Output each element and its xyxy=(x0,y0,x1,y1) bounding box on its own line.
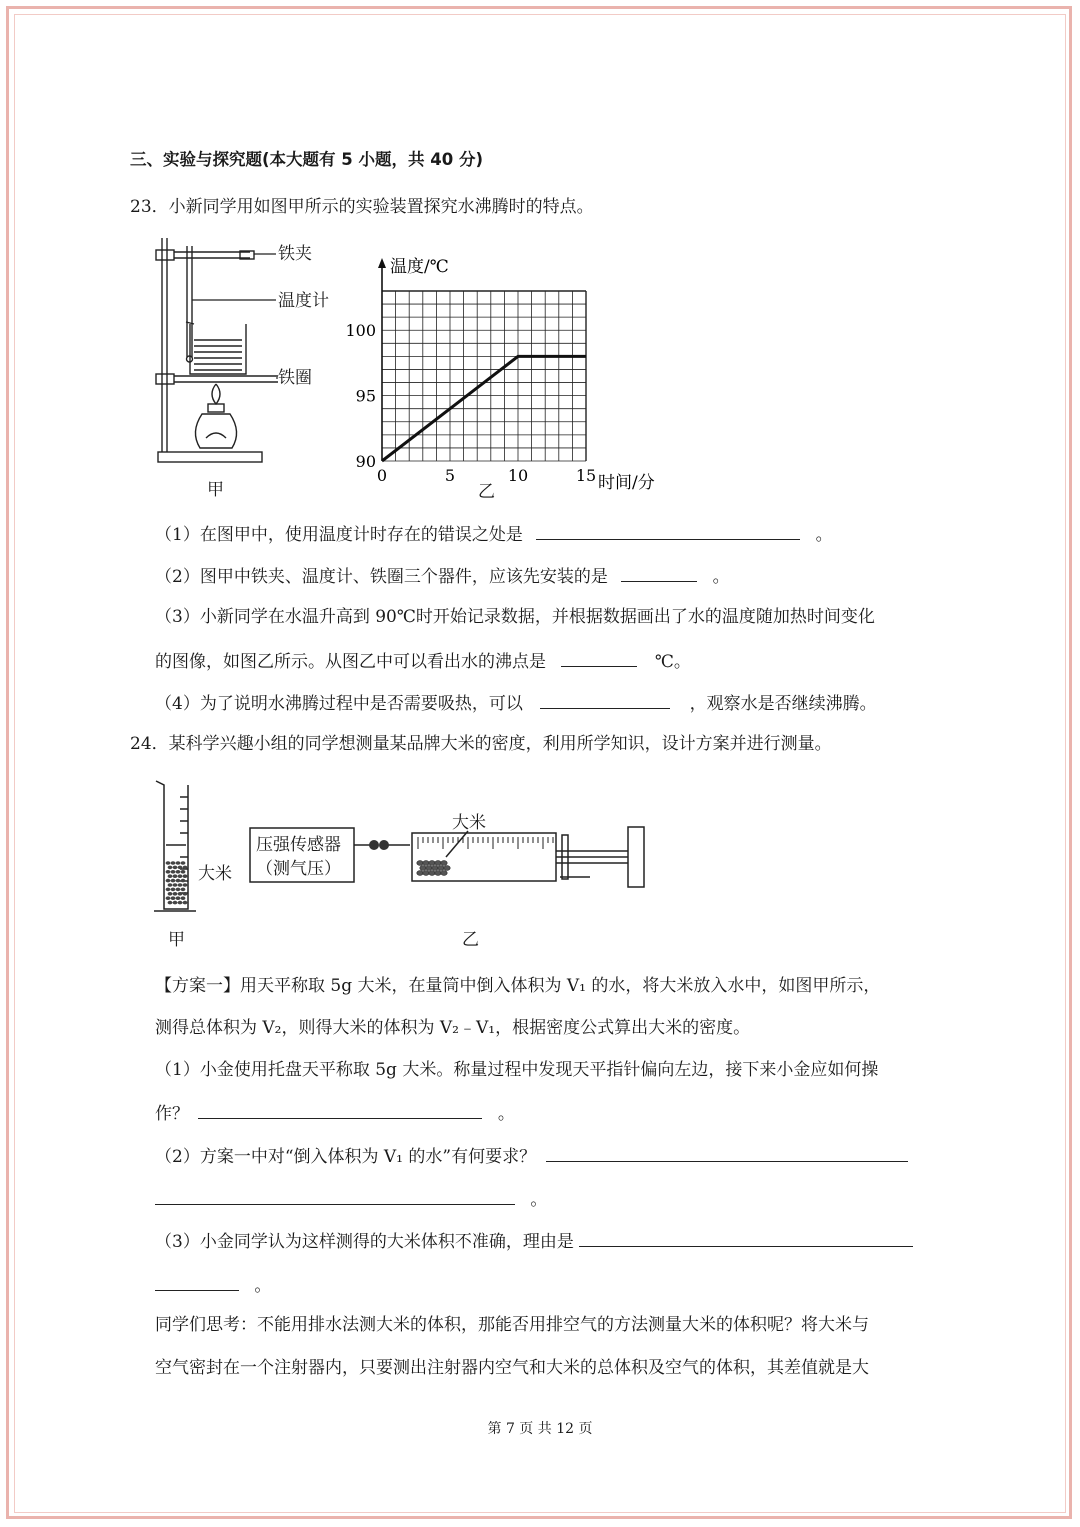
rice-grain xyxy=(171,879,176,883)
rice-grain xyxy=(178,866,183,870)
chart-ylabel: 温度/℃ xyxy=(390,257,449,277)
chart-temperature xyxy=(340,250,680,505)
q24-sub3-text: （3）小金同学认为这样测得的大米体积不准确，理由是 xyxy=(155,1232,574,1252)
rice-grain xyxy=(438,866,444,871)
answer-blank[interactable] xyxy=(155,1186,515,1205)
rice-grain xyxy=(429,871,435,876)
rice-grain xyxy=(181,888,186,892)
plan1-line2: 测得总体积为 V₂，则得大米的体积为 V₂﹣V₁，根据密度公式算出大米的密度。 xyxy=(155,1018,751,1038)
q23-sub4-text-a: （4）为了说明水沸腾过程中是否需要吸热，可以 xyxy=(155,694,523,714)
rice-grain xyxy=(166,861,171,865)
rice-grain xyxy=(426,866,432,871)
rice-grain xyxy=(441,871,447,876)
rice-grain xyxy=(171,870,176,874)
rice-grain xyxy=(173,892,178,896)
sensor-label-1: 压强传感器 xyxy=(256,835,341,855)
rice-grain xyxy=(420,866,426,871)
rice-grain xyxy=(183,883,188,887)
q24-stem: 24．某科学兴趣小组的同学想测量某品牌大米的密度，利用所学知识，设计方案并进行测量。 xyxy=(130,734,832,754)
answer-blank[interactable] xyxy=(198,1100,482,1119)
q24-sub1-end: 。 xyxy=(497,1104,515,1124)
rice-grain xyxy=(441,861,447,866)
rice-grain xyxy=(417,871,423,876)
rice-grain xyxy=(173,866,178,870)
chart-axes xyxy=(378,258,386,461)
q23-sub1-end: 。 xyxy=(815,525,833,545)
q24-sub3-line2 xyxy=(155,1272,271,1298)
rice-grain xyxy=(168,883,173,887)
rice-grain xyxy=(178,874,183,878)
think-line2: 空气密封在一个注射器内，只要测出注射器内空气和大米的总体积及空气的体积，其差值就是大 xyxy=(155,1358,869,1378)
x-tick-label: 15 xyxy=(575,466,597,485)
rice-grain xyxy=(183,892,188,896)
label-rice-yi: 大米 xyxy=(452,813,486,833)
page-footer: 第 7 页 共 12 页 xyxy=(487,1421,593,1437)
q23-sub3-text: 的图像，如图乙所示。从图乙中可以看出水的沸点是 xyxy=(155,652,546,672)
answer-blank[interactable] xyxy=(536,521,800,540)
q24-sub2-text: （2）方案一中对“倒入体积为 V₁ 的水”有何要求？ xyxy=(155,1147,537,1167)
rice-grain xyxy=(173,901,178,905)
y-tick-label: 90 xyxy=(355,452,376,471)
rice-grain xyxy=(168,901,173,905)
rice-grain xyxy=(178,883,183,887)
q24-sub1-line2 xyxy=(155,1100,515,1126)
q24-sub2-end: 。 xyxy=(530,1190,548,1210)
figure-jia-apparatus xyxy=(150,232,350,504)
q23-sub4 xyxy=(155,690,877,716)
q23-sub1-text: （1）在图甲中，使用温度计时存在的错误之处是 xyxy=(155,525,523,545)
rice-grain xyxy=(168,892,173,896)
label-tiejia: 铁夹 xyxy=(278,244,312,264)
answer-blank[interactable] xyxy=(546,1143,908,1162)
rice-grain xyxy=(166,879,171,883)
rice-grain xyxy=(178,901,183,905)
q24-sub2-line1 xyxy=(155,1143,908,1169)
rice-grain xyxy=(176,888,181,892)
rice-grain xyxy=(417,861,423,866)
caption-yi-23: 乙 xyxy=(478,482,495,502)
rice-grain xyxy=(176,870,181,874)
rice-grain xyxy=(166,888,171,892)
rice-grain xyxy=(168,874,173,878)
answer-blank[interactable] xyxy=(155,1272,239,1291)
section-title: 三、实验与探究题(本大题有 5 小题，共 40 分) xyxy=(130,150,484,169)
answer-blank[interactable] xyxy=(621,563,697,582)
think-line1: 同学们思考：不能用排水法测大米的体积，那能否用排空气的方法测量大米的体积呢？将大米与 xyxy=(155,1315,869,1335)
q23-sub1 xyxy=(155,521,833,547)
rice-grain xyxy=(183,866,188,870)
rice-grain xyxy=(176,861,181,865)
q23-stem: 23．小新同学用如图甲所示的实验装置探究水沸腾时的特点。 xyxy=(130,197,594,217)
rice-grain xyxy=(435,861,441,866)
label-rice-jia: 大米 xyxy=(198,864,232,884)
y-tick-label: 95 xyxy=(355,386,376,406)
caption-jia-24: 甲 xyxy=(168,930,185,950)
q23-sub2 xyxy=(155,563,730,589)
x-tick-label: 0 xyxy=(376,466,388,485)
plan1-line1: 【方案一】用天平称取 5g 大米，在量筒中倒入体积为 V₁ 的水，将大米放入水中，如图甲所示， xyxy=(155,976,881,996)
rice-grain xyxy=(181,861,186,865)
rice-grain xyxy=(432,866,438,871)
rice-grain xyxy=(166,870,171,874)
label-wenduji: 温度计 xyxy=(278,291,329,311)
rice-grain xyxy=(181,879,186,883)
caption-yi-24: 乙 xyxy=(462,930,479,950)
sensor-label-2: （测气压） xyxy=(256,859,341,879)
rice-grain xyxy=(168,866,173,870)
q24-sub1-text: 作？ xyxy=(155,1104,189,1124)
rice-grain xyxy=(166,896,171,900)
rice-grain xyxy=(423,861,429,866)
rice-grain xyxy=(183,874,188,878)
x-tick-label: 5 xyxy=(444,466,456,485)
rice-grain xyxy=(173,883,178,887)
rice-grain xyxy=(183,901,188,905)
rice-grain xyxy=(176,896,181,900)
q23-sub3-line1: （3）小新同学在水温升高到 90℃时开始记录数据，并根据数据画出了水的温度随加热时间变化 xyxy=(155,607,875,627)
q23-sub2-text: （2）图甲中铁夹、温度计、铁圈三个器件，应该先安装的是 xyxy=(155,567,608,587)
rice-grain xyxy=(423,871,429,876)
chart-xlabel: 时间/分 xyxy=(598,473,655,493)
rice-grain xyxy=(176,879,181,883)
chart-grid xyxy=(382,291,586,461)
label-tiequan: 铁圈 xyxy=(278,368,312,388)
rice-grain xyxy=(171,861,176,865)
rice-grain xyxy=(178,892,183,896)
answer-blank[interactable] xyxy=(540,690,670,709)
q24-sub3-end: 。 xyxy=(254,1276,272,1296)
q23-sub2-end: 。 xyxy=(712,567,730,587)
q23-sub3-unit: ℃。 xyxy=(654,652,691,672)
rice-grain xyxy=(444,866,450,871)
rice-grain xyxy=(173,874,178,878)
rice-grain xyxy=(181,896,186,900)
q23-sub3-line2 xyxy=(155,648,691,674)
answer-blank[interactable] xyxy=(579,1228,913,1247)
rice-grain xyxy=(171,888,176,892)
answer-blank[interactable] xyxy=(561,648,637,667)
rice-grain xyxy=(181,870,186,874)
caption-jia-23: 甲 xyxy=(207,480,224,500)
rice-grain xyxy=(435,871,441,876)
q23-sub4-text-b: ，观察水是否继续沸腾。 xyxy=(689,694,877,714)
rice-grain xyxy=(429,861,435,866)
rice-grain xyxy=(171,896,176,900)
y-tick-label: 100 xyxy=(345,321,376,341)
q24-sub1-line1: （1）小金使用托盘天平称取 5g 大米。称量过程中发现天平指针偏向左边，接下来小金应如何操 xyxy=(155,1060,879,1080)
q24-sub2-line2 xyxy=(155,1186,547,1212)
q24-sub3-line1 xyxy=(155,1228,913,1254)
x-tick-label: 10 xyxy=(507,466,529,485)
